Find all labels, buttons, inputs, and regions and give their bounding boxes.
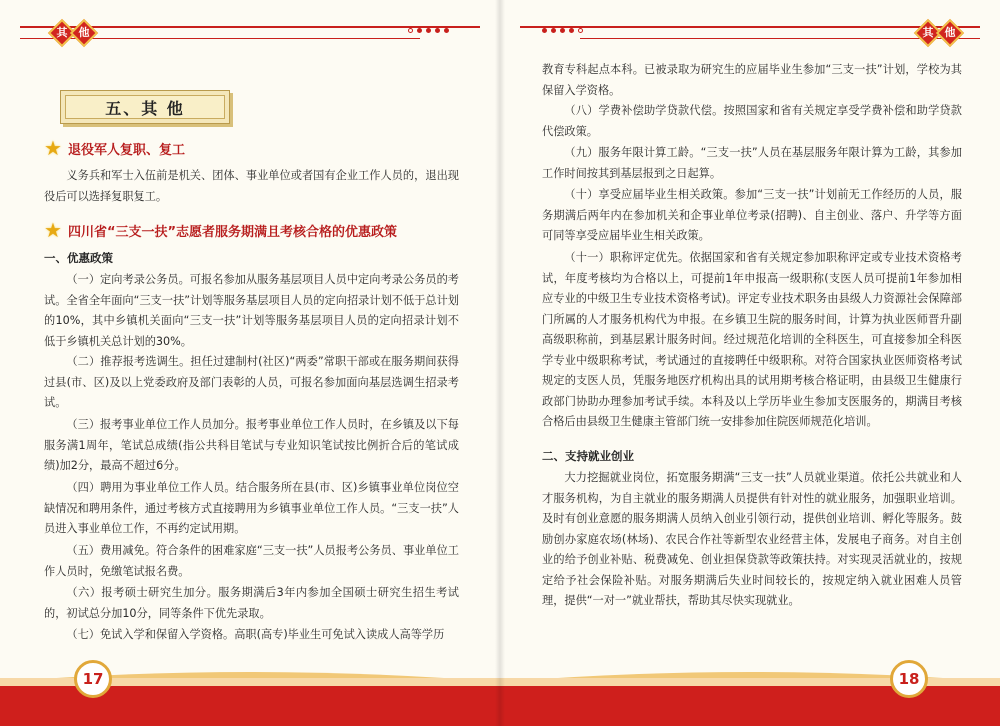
policy-item-11: （十一）职称评定优先。依据国家和省有关规定参加职称评定或专业技术资格考试，年度考核均为合格以上，可提前1年申报高一级职称(支医人员可提前1年参加相应专业的中级卫生专业技术资格考试)。评定专业技术职务由县级人力资源社会保障部门所属的人才服务机构代为申报。在乡镇卫生院的服务时间，计算为执业医师晋升副高级职称前，到基层累计服务时间。经过规范化培训的全科医生，可直接参加全科医学专业中级职称考试，考试通过的直接聘任中级职称。对符合国家执业医师资格考试规定的支医人员，凭服务地医疗机构出具的试用期考核合格证明，由县级卫生健康行政部门协助办理参加考试手续。本科及以上学历毕业生参加支医服务的，期满目考核合格后由县级卫生健康主管部门统一安排参加住院医师规范化培训。 xyxy=(542,251,962,428)
book-spine xyxy=(495,0,505,726)
policy-item-3: （三）报考事业单位工作人员加分。报考事业单位工作人员时，在乡镇及以下每服务满1周年，笔试总成绩(指公共科目笔试与专业知识笔试按比例折合后的笔试成绩)加2分，最高不超过6分。 xyxy=(44,418,459,472)
badge-char-2: 他 xyxy=(78,26,90,39)
badge-char-2: 他 xyxy=(944,26,956,39)
page-number: 17 xyxy=(74,660,112,698)
subsection-heading-2: ★ 四川省“三支一扶”志愿者服务期满且考核合格的优惠政策 xyxy=(44,218,398,242)
star-icon: ★ xyxy=(44,218,62,242)
policy-item-10: （十）享受应届毕业生相关政策。参加“三支一扶”计划前无工作经历的人员，服务期满后两年内在参加机关和企事业单位考录(招聘)、自主创业、落户、升学等方面可同等享受应届毕业生相关政策。 xyxy=(542,188,962,242)
jiuye-text: 大力挖掘就业岗位，拓宽服务期满“三支一扶”人员就业渠道。依托公共就业和人才服务机构，为自主就业的服务期满人员提供有针对性的就业服务，加强职业培训。及时有创业意愿的服务期满人员纳入创业引领行动，提供创业培训、孵化等服务。鼓励创办家庭农场(林场)、农民合作社等新型农业经营主体，发展电子商务。对自主创业的给予创业补贴、税费减免、创业担保贷款等政策扶持。对实现灵活就业的，按规定给予社会保险补贴。对服务期满后失业时间较长的，按规定纳入就业困难人员管理，提供“一对一”就业帮扶，帮助其尽快实现就业。 xyxy=(542,471,962,607)
heading-youhui: 一、优惠政策 xyxy=(44,251,113,265)
policy-item-2: （二）推荐报考选调生。担任过建制村(社区)“两委”常职干部或在服务期间获得过县(市、区)及以上党委政府及部门表彰的人员，可报名参加面向基层选调生招录考试。 xyxy=(44,355,459,409)
header-dots-icon xyxy=(542,28,583,33)
policy-item-6: （六）报考硕士研究生加分。服务期满后3年内参加全国硕士研究生招生考试的，初试总分加10分，同等条件下优先录取。 xyxy=(44,586,459,620)
policy-item-5: （五）费用减免。符合条件的困难家庭“三支一扶”人员报考公务员、事业单位工作人员时，免缴笔试报名费。 xyxy=(44,544,459,578)
heading-jiuye: 二、支持就业创业 xyxy=(542,449,634,463)
policy-item-7: （七）免试入学和保留入学资格。高职(高专)毕业生可免试入读成人高等学历 xyxy=(66,628,445,641)
policy-item-8: （八）学费补偿助学贷款代偿。按照国家和省有关规定享受学费补偿和助学贷款代偿政策。 xyxy=(542,104,962,138)
policy-item-9: （九）服务年限计算工龄。“三支一扶”人员在基层服务年限计算为工龄，其参加工作时间按其到基层报到之日起算。 xyxy=(542,146,962,180)
policy-item-1: （一）定向考录公务员。可报名参加从服务基层项目人员中定向考录公务员的考试。全省全年面向“三支一扶”计划等服务基层项目人员的定向招录计划不低于总计划的10%，其中乡镇机关面向“三支一扶”计划等服务基层项目人员的定向招录计划不低于乡镇机关总计划的30%。 xyxy=(44,273,459,348)
header-dots-icon xyxy=(408,28,449,33)
section-title: 五、其 他 xyxy=(65,95,225,119)
badge-char-1: 其 xyxy=(56,26,68,39)
header-line xyxy=(520,26,980,28)
subsection-heading-1: ★ 退役军人复职、复工 xyxy=(44,136,185,160)
footer-band xyxy=(0,686,500,726)
right-page xyxy=(500,0,1000,726)
continuation-text: 教育专科起点本科。已被录取为研究生的应届毕业生参加“三支一扶”计划，学校为其保留入学资格。 xyxy=(542,63,962,97)
policy-item-4: （四）聘用为事业单位工作人员。结合服务所在县(市、区)乡镇事业单位岗位空缺情况和聘用条件，通过考核方式直接聘用为乡镇事业单位工作人员。“三支一扶”人员进入事业单位工作，不再约定试用期。 xyxy=(44,481,459,535)
badge-char-1: 其 xyxy=(922,26,934,39)
header-badge xyxy=(52,22,94,44)
subsection1-text: 义务兵和军士入伍前是机关、团体、事业单位或者国有企业工作人员的，退出现役后可以选择复职复工。 xyxy=(44,169,459,203)
section-title-box xyxy=(60,90,230,124)
header-badge xyxy=(918,22,960,44)
footer-band xyxy=(500,686,1000,726)
star-icon: ★ xyxy=(44,136,62,160)
page-number: 18 xyxy=(890,660,928,698)
